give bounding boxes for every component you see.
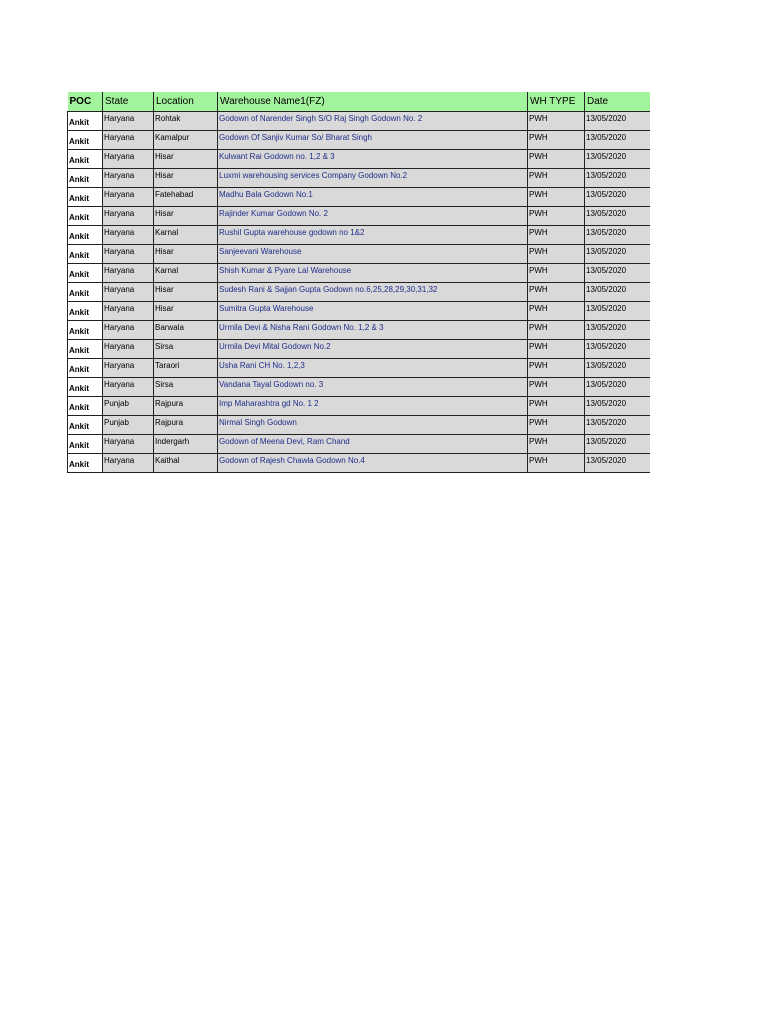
cell-state[interactable]: Haryana — [103, 302, 154, 321]
table-row — [68, 245, 650, 264]
cell-poc[interactable]: Ankit — [68, 131, 103, 150]
table-row — [68, 150, 650, 169]
cell-location[interactable]: Karnal — [154, 264, 218, 283]
table-row — [68, 302, 650, 321]
table-row — [68, 169, 650, 188]
cell-warehouse-name[interactable]: Nirmal Singh Godown — [218, 416, 528, 435]
cell-location[interactable]: Hisar — [154, 245, 218, 264]
cell-date[interactable]: 13/05/2020 — [585, 359, 650, 378]
table-row — [68, 454, 650, 473]
cell-location[interactable]: Taraori — [154, 359, 218, 378]
cell-state[interactable]: Haryana — [103, 131, 154, 150]
cell-poc[interactable]: Ankit — [68, 378, 103, 397]
cell-warehouse-name[interactable]: Rushil Gupta warehouse godown no 1&2 — [218, 226, 528, 245]
cell-date[interactable]: 13/05/2020 — [585, 321, 650, 340]
cell-poc[interactable]: Ankit — [68, 150, 103, 169]
cell-warehouse-name[interactable]: Sudesh Rani & Sajjan Gupta Godown no.6,25,28,29,30,31,32 — [218, 283, 528, 302]
cell-wh-type[interactable]: PWH — [528, 359, 585, 378]
cell-location[interactable]: Sirsa — [154, 340, 218, 359]
cell-state[interactable]: Haryana — [103, 226, 154, 245]
column-header-poc[interactable]: POC — [68, 92, 103, 112]
cell-poc[interactable]: Ankit — [68, 435, 103, 454]
cell-state[interactable]: Haryana — [103, 340, 154, 359]
cell-poc[interactable]: Ankit — [68, 397, 103, 416]
cell-state[interactable]: Haryana — [103, 321, 154, 340]
cell-state[interactable]: Haryana — [103, 188, 154, 207]
cell-location[interactable]: Hisar — [154, 150, 218, 169]
cell-wh-type[interactable]: PWH — [528, 378, 585, 397]
cell-wh-type[interactable]: PWH — [528, 454, 585, 473]
cell-wh-type[interactable]: PWH — [528, 226, 585, 245]
cell-wh-type[interactable]: PWH — [528, 283, 585, 302]
cell-wh-type[interactable]: PWH — [528, 264, 585, 283]
cell-location[interactable]: Kaithal — [154, 454, 218, 473]
table-row — [68, 378, 650, 397]
cell-warehouse-name[interactable]: Urmila Devi Mital Godown No.2 — [218, 340, 528, 359]
table-row — [68, 283, 650, 302]
cell-state[interactable]: Haryana — [103, 454, 154, 473]
table-row — [68, 131, 650, 150]
table-row — [68, 226, 650, 245]
cell-warehouse-name[interactable]: Godown Of Sanjiv Kumar So/ Bharat Singh — [218, 131, 528, 150]
cell-poc[interactable]: Ankit — [68, 188, 103, 207]
cell-location[interactable]: Indergarh — [154, 435, 218, 454]
cell-date[interactable]: 13/05/2020 — [585, 378, 650, 397]
cell-warehouse-name[interactable]: Sanjeevani Warehouse — [218, 245, 528, 264]
cell-location[interactable]: Hisar — [154, 207, 218, 226]
cell-poc[interactable]: Ankit — [68, 264, 103, 283]
cell-location[interactable]: Sirsa — [154, 378, 218, 397]
table-row — [68, 359, 650, 378]
cell-state[interactable]: Haryana — [103, 150, 154, 169]
cell-poc[interactable]: Ankit — [68, 207, 103, 226]
cell-date[interactable]: 13/05/2020 — [585, 112, 650, 131]
table-row — [68, 264, 650, 283]
cell-state[interactable]: Haryana — [103, 112, 154, 131]
cell-date[interactable]: 13/05/2020 — [585, 397, 650, 416]
cell-warehouse-name[interactable]: Urmila Devi & Nisha Rani Godown No. 1,2 & 3 — [218, 321, 528, 340]
cell-warehouse-name[interactable]: Godown of Rajesh Chawla Godown No.4 — [218, 454, 528, 473]
cell-location[interactable]: Rohtak — [154, 112, 218, 131]
cell-state[interactable]: Haryana — [103, 245, 154, 264]
cell-date[interactable]: 13/05/2020 — [585, 416, 650, 435]
cell-wh-type[interactable]: PWH — [528, 397, 585, 416]
cell-poc[interactable]: Ankit — [68, 359, 103, 378]
table-row — [68, 416, 650, 435]
cell-warehouse-name[interactable]: Rajinder Kumar Godown No. 2 — [218, 207, 528, 226]
cell-location[interactable]: Rajpura — [154, 397, 218, 416]
cell-state[interactable]: Haryana — [103, 169, 154, 188]
cell-warehouse-name[interactable]: Kulwant Rai Godown no. 1,2 & 3 — [218, 150, 528, 169]
cell-state[interactable]: Haryana — [103, 378, 154, 397]
cell-date[interactable]: 13/05/2020 — [585, 283, 650, 302]
table-row — [68, 340, 650, 359]
cell-date[interactable]: 13/05/2020 — [585, 207, 650, 226]
cell-state[interactable]: Haryana — [103, 435, 154, 454]
table-body — [68, 112, 650, 473]
cell-wh-type[interactable]: PWH — [528, 435, 585, 454]
cell-state[interactable]: Haryana — [103, 207, 154, 226]
cell-location[interactable]: Kamalpur — [154, 131, 218, 150]
cell-date[interactable]: 13/05/2020 — [585, 150, 650, 169]
cell-wh-type[interactable]: PWH — [528, 245, 585, 264]
table-header — [68, 92, 650, 112]
cell-date[interactable]: 13/05/2020 — [585, 340, 650, 359]
cell-location[interactable]: Hisar — [154, 283, 218, 302]
table-row — [68, 207, 650, 226]
cell-poc[interactable]: Ankit — [68, 226, 103, 245]
cell-poc[interactable]: Ankit — [68, 169, 103, 188]
cell-warehouse-name[interactable]: Godown of Meena Devi, Ram Chand — [218, 435, 528, 454]
cell-wh-type[interactable]: PWH — [528, 169, 585, 188]
cell-warehouse-name[interactable]: Madhu Bala Godown No.1 — [218, 188, 528, 207]
header-row — [68, 92, 650, 112]
table-row — [68, 435, 650, 454]
cell-state[interactable]: Punjab — [103, 397, 154, 416]
table-row — [68, 112, 650, 131]
cell-wh-type[interactable]: PWH — [528, 112, 585, 131]
cell-state[interactable]: Haryana — [103, 283, 154, 302]
cell-warehouse-name[interactable]: Godown of Narender Singh S/O Raj Singh Godown No. 2 — [218, 112, 528, 131]
column-header-location[interactable]: Location — [154, 92, 218, 112]
cell-wh-type[interactable]: PWH — [528, 340, 585, 359]
table-row — [68, 321, 650, 340]
warehouse-table — [67, 92, 650, 473]
cell-location[interactable]: Karnal — [154, 226, 218, 245]
cell-location[interactable]: Fatehabad — [154, 188, 218, 207]
column-header-wh-type[interactable]: WH TYPE — [528, 92, 585, 112]
cell-date[interactable]: 13/05/2020 — [585, 169, 650, 188]
cell-poc[interactable]: Ankit — [68, 112, 103, 131]
cell-warehouse-name[interactable]: Shish Kumar & Pyare Lal Warehouse — [218, 264, 528, 283]
cell-location[interactable]: Hisar — [154, 302, 218, 321]
column-header-state[interactable]: State — [103, 92, 154, 112]
cell-date[interactable]: 13/05/2020 — [585, 131, 650, 150]
cell-date[interactable]: 13/05/2020 — [585, 302, 650, 321]
cell-location[interactable]: Barwala — [154, 321, 218, 340]
cell-date[interactable]: 13/05/2020 — [585, 245, 650, 264]
cell-warehouse-name[interactable]: Imp Maharashtra gd No. 1 2 — [218, 397, 528, 416]
cell-wh-type[interactable]: PWH — [528, 416, 585, 435]
cell-warehouse-name[interactable]: Vandana Tayal Godown no. 3 — [218, 378, 528, 397]
column-header-warehouse-name[interactable]: Warehouse Name1(FZ) — [218, 92, 528, 112]
warehouse-sheet — [67, 92, 650, 473]
cell-state[interactable]: Haryana — [103, 264, 154, 283]
cell-warehouse-name[interactable]: Usha Rani CH No. 1,2,3 — [218, 359, 528, 378]
cell-location[interactable]: Rajpura — [154, 416, 218, 435]
cell-poc[interactable]: Ankit — [68, 245, 103, 264]
cell-date[interactable]: 13/05/2020 — [585, 454, 650, 473]
column-header-date[interactable]: Date — [585, 92, 650, 112]
cell-wh-type[interactable]: PWH — [528, 131, 585, 150]
cell-wh-type[interactable]: PWH — [528, 207, 585, 226]
cell-date[interactable]: 13/05/2020 — [585, 226, 650, 245]
cell-warehouse-name[interactable]: Sumitra Gupta Warehouse — [218, 302, 528, 321]
cell-wh-type[interactable]: PWH — [528, 321, 585, 340]
cell-poc[interactable]: Ankit — [68, 454, 103, 473]
cell-poc[interactable]: Ankit — [68, 321, 103, 340]
cell-date[interactable]: 13/05/2020 — [585, 435, 650, 454]
cell-date[interactable]: 13/05/2020 — [585, 188, 650, 207]
table-row — [68, 397, 650, 416]
cell-wh-type[interactable]: PWH — [528, 302, 585, 321]
cell-poc[interactable]: Ankit — [68, 283, 103, 302]
cell-state[interactable]: Punjab — [103, 416, 154, 435]
table-row — [68, 188, 650, 207]
cell-wh-type[interactable]: PWH — [528, 150, 585, 169]
cell-poc[interactable]: Ankit — [68, 340, 103, 359]
cell-poc[interactable]: Ankit — [68, 416, 103, 435]
cell-state[interactable]: Haryana — [103, 359, 154, 378]
cell-date[interactable]: 13/05/2020 — [585, 264, 650, 283]
cell-warehouse-name[interactable]: Luxmi warehousing services Company Godown No.2 — [218, 169, 528, 188]
cell-wh-type[interactable]: PWH — [528, 188, 585, 207]
cell-poc[interactable]: Ankit — [68, 302, 103, 321]
cell-location[interactable]: Hisar — [154, 169, 218, 188]
